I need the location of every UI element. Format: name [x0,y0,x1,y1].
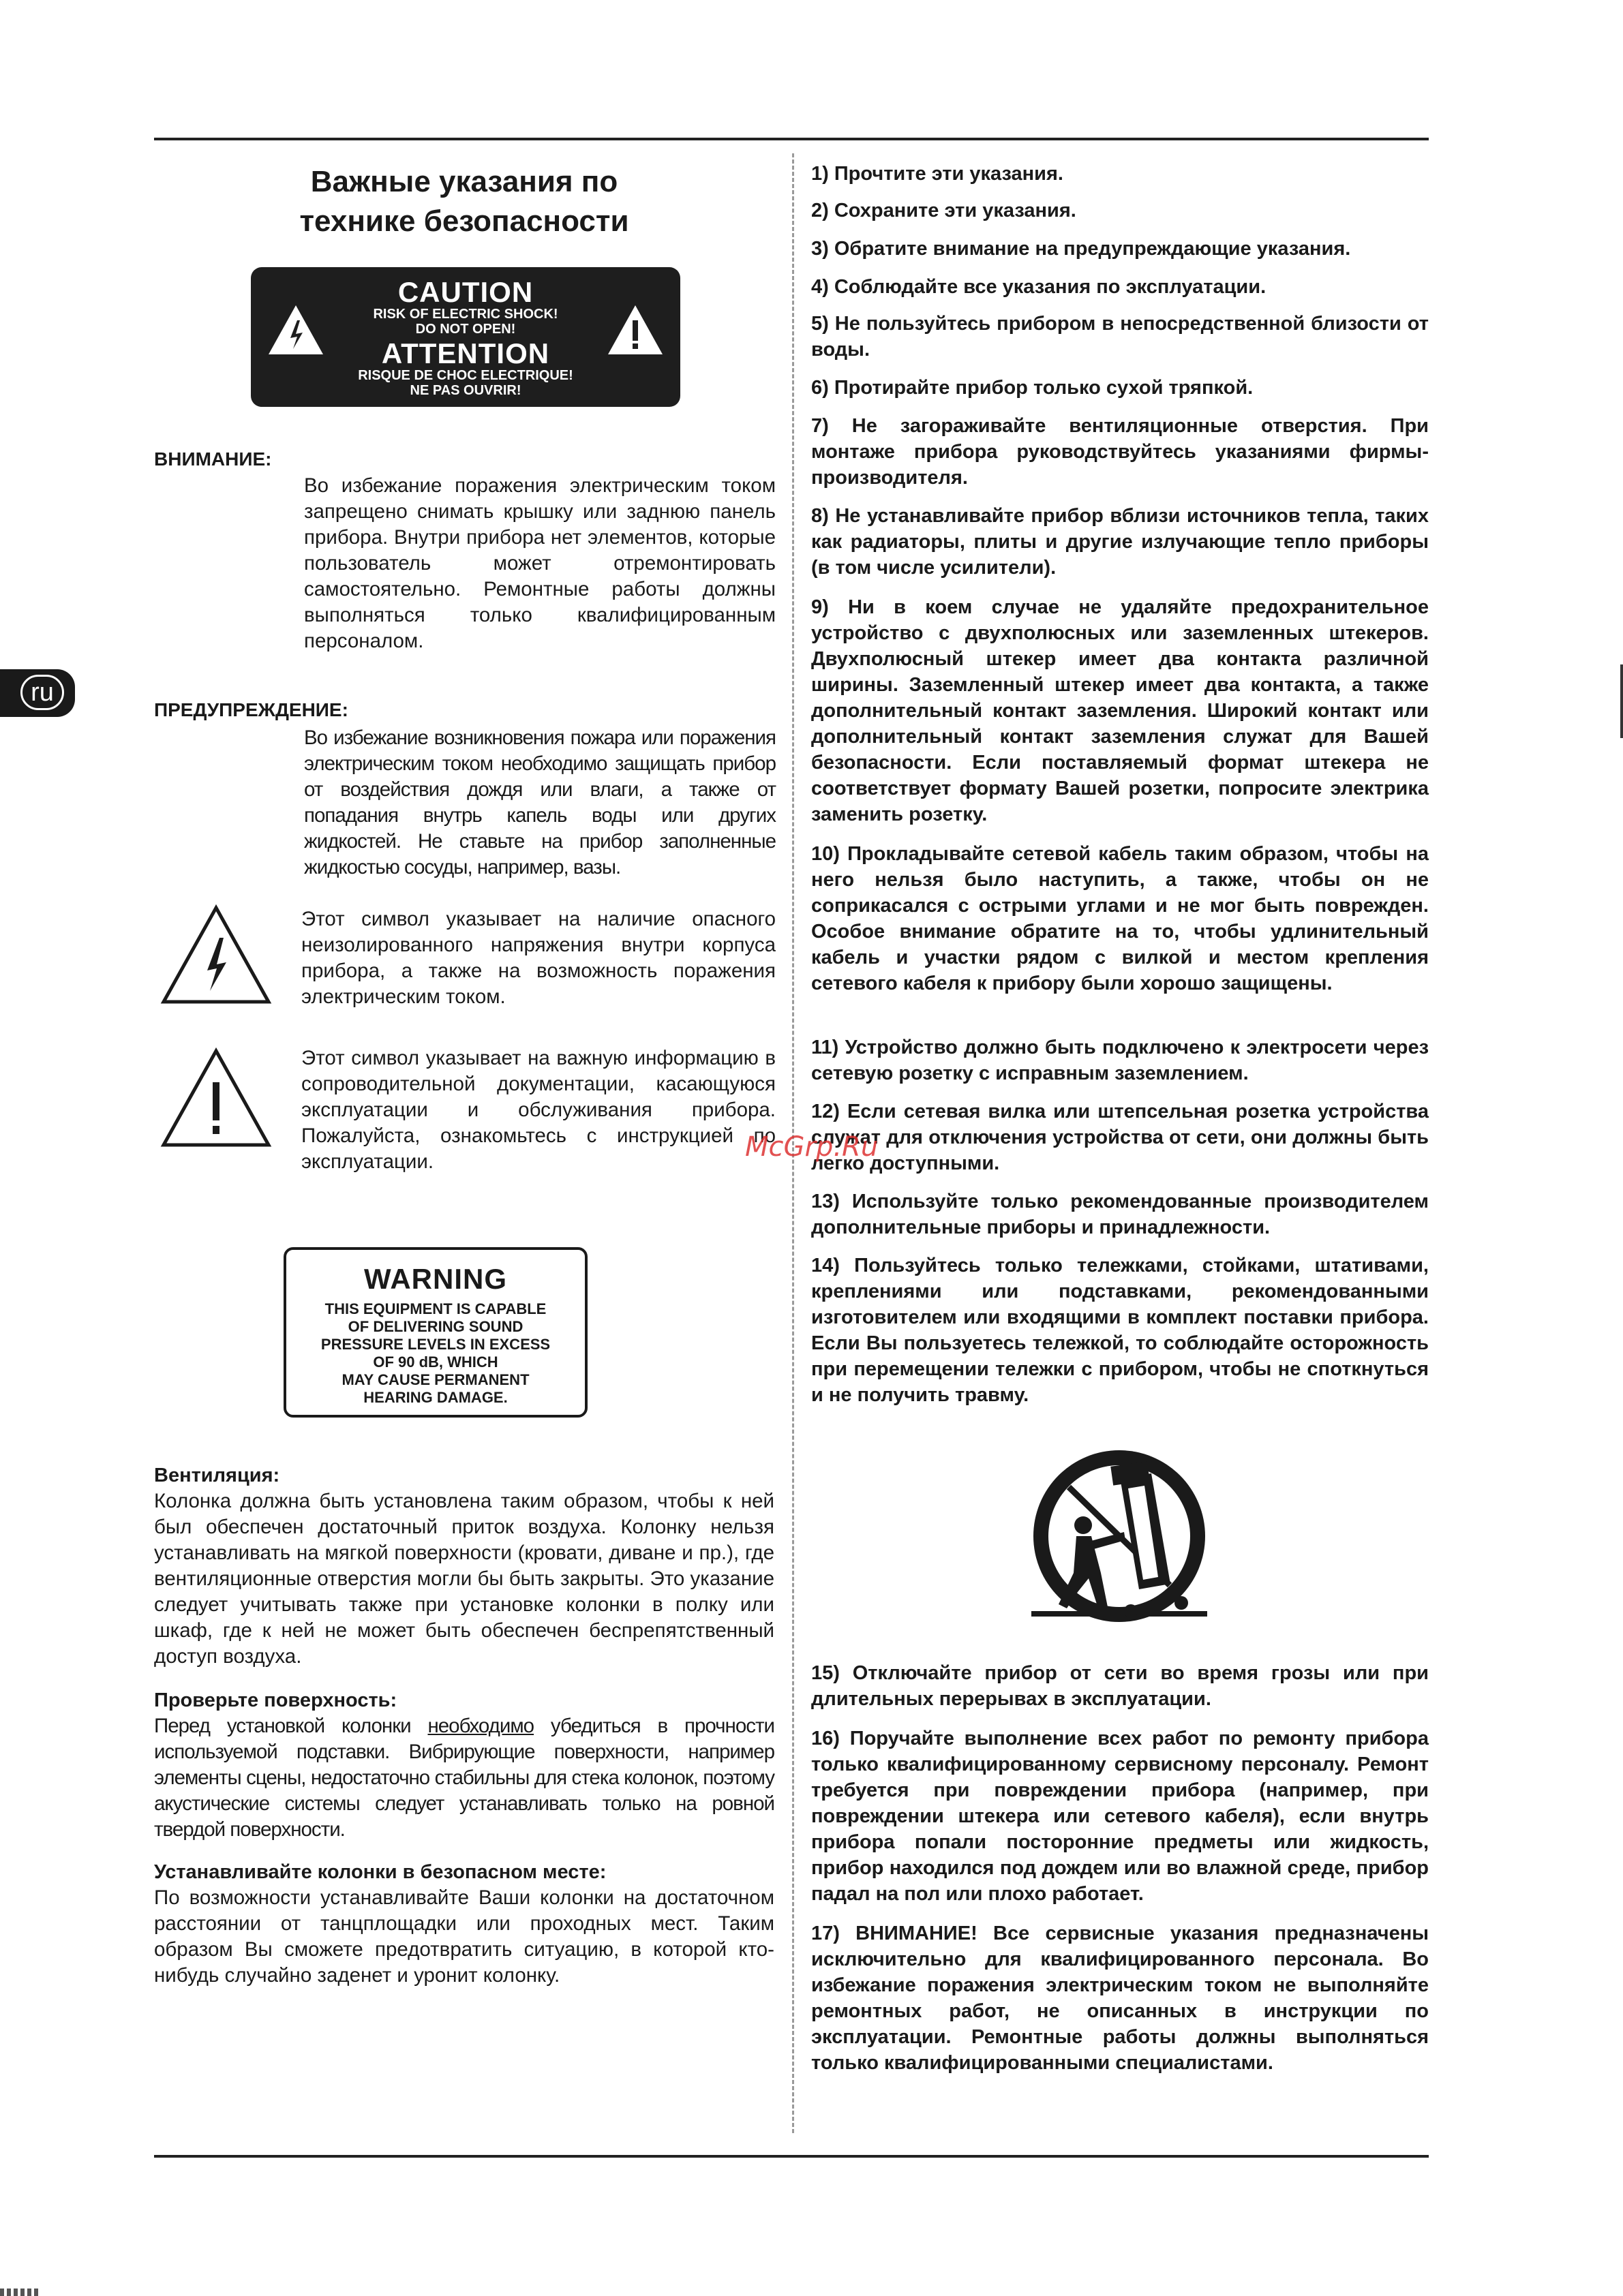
list-item: 11) Устройство должно быть подключено к электросети через сетевую розетку с исправным заземлением. [811,1037,1429,1084]
left-column [154,0,774,2296]
surface-heading: Проверьте поверхность: [154,1689,397,1711]
warning-line: OF 90 dB, WHICH [373,1353,498,1371]
warning-label [284,1247,588,1418]
list-item: 4) Соблюдайте все указания по эксплуатации. [811,276,1266,298]
surface-text [154,1713,774,1843]
page-title [154,162,774,241]
caution-do-not-open: DO NOT OPEN! [415,322,516,337]
list-item: 15) Отключайте прибор от сети во время грозы или при длительных перерывах в эксплуатации. [811,1662,1429,1710]
list-item: 10) Прокладывайте сетевой кабель таким образом, чтобы на него нельзя было наступить, а также, чтобы он не соприкасался с острыми углами и не мог быть поврежден. Особое внимание обратите на то, чтобы удлинительный кабель и участки рядом с вилкой и местом крепления сетевого кабеля к прибору были хорошо защищены. [811,843,1429,994]
list-item: 6) Протирайте прибор только сухой тряпкой. [811,377,1254,399]
warning-line: PRESSURE LEVELS IN EXCESS [320,1336,551,1353]
list-item: 5) Не пользуйтесь прибором в непосредственной близости от воды. [811,313,1429,361]
list-item: 7) Не загораживайте вентиляционные отверстия. При монтаже прибора руководствуйтесь указаниями фирмы-производителя. [811,415,1429,489]
crop-mark [0,2289,41,2296]
caution-label [251,267,680,407]
preduprezhdenie-heading: ПРЕДУПРЕЖДЕНИЕ: [154,699,348,720]
surface-text-after: убедиться в прочности используемой подставки. Вибрирующие поверхности, например элементы сцены, недостаточно стабильны для стека колонок, поэтому акустические системы следует устанавливать только на ровной твердой поверхности. [154,1715,774,1841]
list-item: 12) Если сетевая вилка или штепсельная розетка устройства служат для отключения устройства от сети, они должны быть легко доступными. [811,1101,1429,1174]
right-column [811,0,1429,2296]
ventilation-heading: Вентиляция: [154,1465,280,1486]
exclamation-symbol-icon [160,1047,273,1149]
ventilation-text: Колонка должна быть установлена таким образом, чтобы к ней был обеспечен достаточный приток воздуха. Колонку нельзя устанавливать на мягкой поверхности (кровати, диване и пр.), где вентиляционные отверстия могли бы быть закрыты. Это указание следует учитывать также при установке колонки в полку или шкаф, где к ней не может быть обеспечен беспрепятственный доступ воздуха. [154,1490,774,1668]
electric-shock-icon [266,303,326,357]
list-item: 8) Не устанавливайте прибор вблизи источников тепла, таких как радиаторы, плиты и другие излучающие тепло приборы (в том числе усилители). [811,505,1429,579]
watermark: McGrp.Ru [745,1131,879,1163]
vnimanie-text: Во избежание поражения электрическим током запрещено снимать крышку или заднюю панель прибора. Внутри прибора нет элементов, которые пользователь может отремонтировать самостоятельно. Ремонтные работы должны выполняться только квалифицированным персоналом. [304,474,776,652]
warning-line: THIS EQUIPMENT IS CAPABLE [324,1300,547,1317]
vnimanie-heading: ВНИМАНИЕ: [154,448,272,470]
safe-place-text: По возможности устанавливайте Ваши колонки на достаточном расстоянии от танцплощадки или проходных мест. Таким образом Вы сможете предотвратить ситуацию, в которой кто-нибудь случайно заденет и уронит колонку. [154,1886,774,1987]
language-tab [0,669,75,717]
symbol1-text: Этот символ указывает на наличие опасного неизолированного напряжения внутри корпуса прибора, а также на возможность поражения электрическим током. [301,908,776,1008]
list-item: 14) Пользуйтесь только тележками, стойками, штативами, креплениями или подставками, рекомендованными изготовителем или входящими в комплект поставки прибора. Если Вы пользуетесь тележкой, то соблюдайте осторожность при перемещении тележки с прибором, чтобы не споткнуться и не получить травму. [811,1255,1429,1406]
exclamation-icon [605,303,665,357]
list-item: 9) Ни в коем случае не удаляйте предохранительное устройство с двухполюсных или заземленных штекеров. Двухполюсный штекер имеет два контакта различной ширины. Заземленный штекер имеет два контакта, а также дополнительный контакт заземления. Широкий контакт или дополнительный контакт заземления служат для Вашей безопасности. Если поставляемый формат штекера не соответствует формату Вашей розетки, попросите электрика заменить розетку. [811,596,1429,825]
list-item: 16) Поручайте выполнение всех работ по ремонту прибора только квалифицированному сервисному персоналу. Ремонт требуется при повреждении прибора (например, при повреждении штекера или сетевого кабеля), если внутрь прибора попали посторонние предметы или жидкость, прибор находился под дождем или во влажной среде, прибор падал на пол или плохо работает. [811,1728,1429,1905]
high-voltage-symbol-icon [160,904,273,1006]
language-label: ru [20,675,64,710]
cart-tip-over-icon [1018,1450,1221,1630]
caution-risk: RISK OF ELECTRIC SHOCK! [373,307,558,322]
warning-line: OF DELIVERING SOUND [348,1318,524,1335]
list-item: 1) Прочтите эти указания. [811,163,1063,185]
preduprezhdenie-text: Во избежание возникновения пожара или поражения электрическим током необходимо защищать прибор от воздействия дождя или влаги, а также от попадания внутрь капель воды или других жидкостей. Не ставьте на прибор заполненные жидкостью сосуды, например, вазы. [304,726,776,878]
list-item: 17) ВНИМАНИЕ! Все сервисные указания предназначены исключительно для квалифицированного персонала. Во избежание поражения электрическим током не выполняйте ремонтных работ, не описанных в инструкции по эксплуатации. Ремонтные работы должны выполняться только квалифицированными специалистами. [811,1923,1429,2074]
list-item: 13) Используйте только рекомендованные производителем дополнительные приборы и принадлежности. [811,1191,1429,1238]
list-item: 2) Сохраните эти указания. [811,200,1076,221]
title-line-2: технике безопасности [299,204,629,238]
warning-line: HEARING DAMAGE. [363,1389,508,1406]
attention-ne-pas: NE PAS OUVRIR! [410,383,521,398]
title-line-1: Важные указания по [310,165,618,198]
symbol2-text: Этот символ указывает на важную информацию в сопроводительной документации, касающуюся эксплуатации и обслуживания прибора. Пожалуйста, ознакомьтесь с инструкцией по эксплуатации. [301,1047,776,1173]
caution-title: CAUTION [397,276,534,308]
warning-line: MAY CAUSE PERMANENT [342,1371,530,1388]
safe-place-heading: Устанавливайте колонки в безопасном месте: [154,1861,607,1883]
list-item: 3) Обратите внимание на предупреждающие указания. [811,238,1351,260]
edge-marker [1620,664,1623,738]
surface-text-underline: необходимо [427,1715,534,1737]
warning-title: WARNING [364,1263,507,1295]
attention-title: ATTENTION [381,337,550,369]
surface-text-before: Перед установкой колонки [154,1715,428,1737]
attention-risque: RISQUE DE CHOC ELECTRIQUE! [358,368,573,383]
